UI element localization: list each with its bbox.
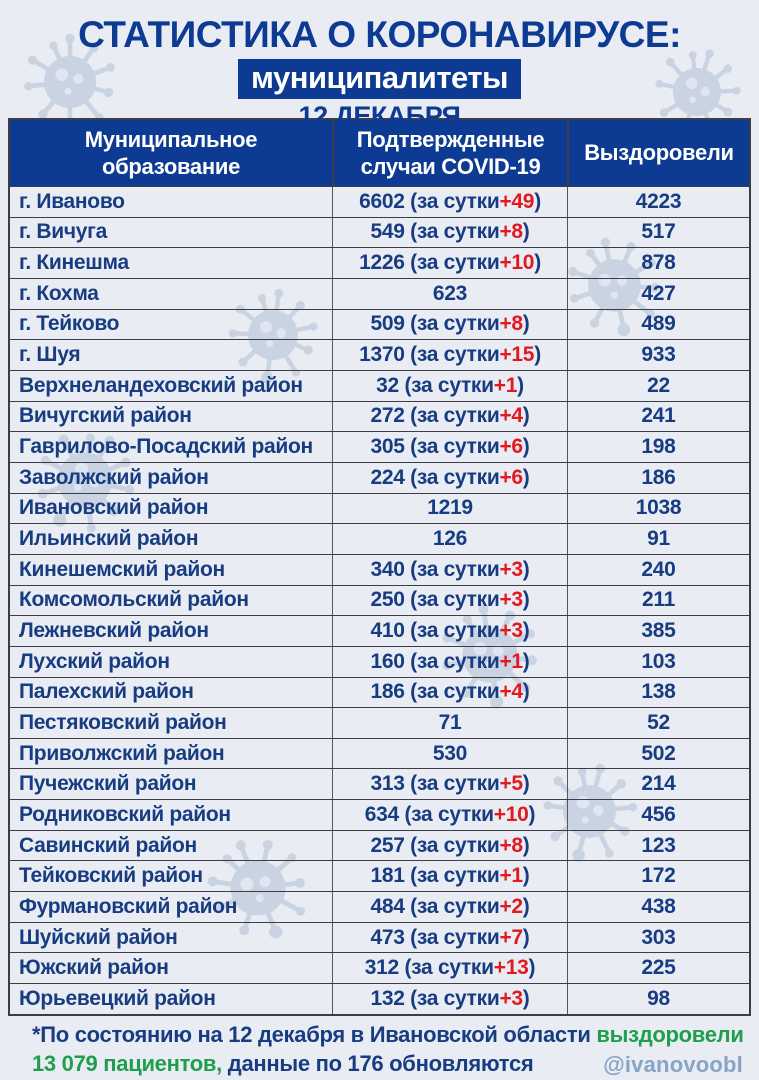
confirmed-cases-value: 1370 (за сутки +15 ) bbox=[332, 340, 567, 370]
social-handle: @ivanovoobl bbox=[603, 1052, 743, 1077]
table-row bbox=[10, 462, 749, 493]
confirmed-cases-value: 509 (за сутки +8 ) bbox=[332, 310, 567, 340]
confirmed-cases-value: 340 (за сутки +3 ) bbox=[332, 555, 567, 585]
daily-increase: +1 bbox=[499, 864, 523, 888]
daily-increase: +3 bbox=[499, 557, 523, 581]
confirmed-cases-value: 224 (за сутки +6 ) bbox=[332, 463, 567, 493]
municipality-name: Вичугский район bbox=[19, 404, 192, 428]
municipality-name: г. Тейково bbox=[19, 312, 120, 336]
daily-increase: +3 bbox=[499, 986, 523, 1010]
table-row bbox=[10, 370, 749, 401]
table-row bbox=[10, 707, 749, 738]
daily-increase: +8 bbox=[499, 220, 523, 244]
daily-increase: +4 bbox=[499, 680, 523, 704]
table-row bbox=[10, 799, 749, 830]
daily-increase: +1 bbox=[493, 373, 518, 397]
table-row bbox=[10, 493, 749, 524]
table-row bbox=[10, 431, 749, 462]
recovered-value: 211 bbox=[567, 586, 749, 616]
recovered-value: 198 bbox=[567, 432, 749, 462]
confirmed-cases-value: 126 bbox=[332, 524, 567, 554]
confirmed-cases-value: 160 (за сутки +1 ) bbox=[332, 647, 567, 677]
confirmed-cases-value: 313 (за сутки +5 ) bbox=[332, 769, 567, 799]
table-row bbox=[10, 247, 749, 278]
footer-text: *По состоянию на 12 декабря в Ивановской области bbox=[32, 1022, 597, 1047]
page-title: СТАТИСТИКА О КОРОНАВИРУСЕ: bbox=[78, 14, 681, 55]
daily-increase: +2 bbox=[499, 894, 523, 918]
table-row bbox=[10, 646, 749, 677]
column-header-recovered: Выздоровели bbox=[567, 120, 749, 186]
municipality-name: Ильинский район bbox=[19, 527, 199, 551]
daily-increase: +4 bbox=[499, 404, 523, 428]
daily-increase: +10 bbox=[493, 802, 529, 826]
table-row bbox=[10, 952, 749, 983]
daily-increase: +7 bbox=[499, 925, 523, 949]
recovered-value: 385 bbox=[567, 616, 749, 646]
recovered-value: 1038 bbox=[567, 494, 749, 524]
recovered-value: 878 bbox=[567, 248, 749, 278]
recovered-value: 502 bbox=[567, 739, 749, 769]
municipality-name: Лежневский район bbox=[19, 619, 209, 643]
confirmed-cases-value: 623 bbox=[332, 279, 567, 309]
daily-increase: +6 bbox=[499, 435, 523, 459]
table-row bbox=[10, 585, 749, 616]
municipality-name: г. Кохма bbox=[19, 281, 99, 305]
daily-increase: +8 bbox=[499, 312, 523, 336]
column-header-municipality: Муниципальное образование bbox=[84, 126, 258, 179]
daily-increase: +8 bbox=[499, 833, 523, 857]
recovered-value: 303 bbox=[567, 923, 749, 953]
daily-increase: +13 bbox=[493, 956, 529, 980]
footer-text: данные по 176 обновляются bbox=[221, 1051, 534, 1077]
daily-increase: +1 bbox=[499, 649, 523, 673]
recovered-value: 52 bbox=[567, 708, 749, 738]
daily-increase: +10 bbox=[499, 251, 535, 275]
confirmed-cases-value: 181 (за сутки +1 ) bbox=[332, 861, 567, 891]
confirmed-cases-value: 32 (за сутки +1 ) bbox=[332, 371, 567, 401]
municipality-name: Палехский район bbox=[19, 680, 194, 704]
confirmed-cases-value: 410 (за сутки +3 ) bbox=[332, 616, 567, 646]
footer-line-1 bbox=[32, 1020, 745, 1049]
statistics-table bbox=[8, 118, 751, 1016]
confirmed-cases-value: 473 (за сутки +7 ) bbox=[332, 923, 567, 953]
confirmed-cases-value: 530 bbox=[332, 739, 567, 769]
recovered-value: 123 bbox=[567, 831, 749, 861]
municipality-name: Юрьевецкий район bbox=[19, 986, 216, 1010]
recovered-value: 456 bbox=[567, 800, 749, 830]
municipality-name: Комсомольский район bbox=[19, 588, 249, 612]
confirmed-cases-value: 305 (за сутки +6 ) bbox=[332, 432, 567, 462]
daily-increase: +15 bbox=[499, 343, 535, 367]
confirmed-cases-value: 257 (за сутки +8 ) bbox=[332, 831, 567, 861]
municipality-name: г. Иваново bbox=[19, 189, 125, 213]
municipality-name: Фурмановский район bbox=[19, 894, 238, 918]
report-date: 12 ДЕКАБРЯ bbox=[298, 101, 461, 131]
confirmed-cases-value: 634 (за сутки +10 ) bbox=[332, 800, 567, 830]
confirmed-cases-value: 186 (за сутки +4 ) bbox=[332, 678, 567, 708]
municipality-name: Савинский район bbox=[19, 833, 197, 857]
recovered-value: 438 bbox=[567, 892, 749, 922]
recovered-value: 225 bbox=[567, 953, 749, 983]
municipality-name: Лухский район bbox=[19, 649, 170, 673]
table-row bbox=[10, 309, 749, 340]
recovered-value: 240 bbox=[567, 555, 749, 585]
municipality-name: Южский район bbox=[19, 956, 169, 980]
confirmed-cases-value: 484 (за сутки +2 ) bbox=[332, 892, 567, 922]
table-row bbox=[10, 401, 749, 432]
table-row bbox=[10, 615, 749, 646]
footer-recovered-count: 13 079 пациентов, bbox=[32, 1051, 222, 1077]
confirmed-cases-value: 250 (за сутки +3 ) bbox=[332, 586, 567, 616]
municipality-name: Шуйский район bbox=[19, 925, 178, 949]
municipality-name: Родниковский район bbox=[19, 802, 231, 826]
footer-note bbox=[0, 1016, 759, 1079]
daily-increase: +49 bbox=[499, 189, 535, 213]
table-row bbox=[10, 278, 749, 309]
table-row bbox=[10, 217, 749, 248]
confirmed-cases-value: 312 (за сутки +13 ) bbox=[332, 953, 567, 983]
table-row bbox=[10, 738, 749, 769]
table-row bbox=[10, 523, 749, 554]
recovered-value: 489 bbox=[567, 310, 749, 340]
municipality-name: Ивановский район bbox=[19, 496, 209, 520]
table-row bbox=[10, 768, 749, 799]
recovered-value: 22 bbox=[567, 371, 749, 401]
daily-increase: +3 bbox=[499, 588, 523, 612]
confirmed-cases-value: 71 bbox=[332, 708, 567, 738]
municipality-name: г. Вичуга bbox=[19, 220, 107, 244]
recovered-value: 4223 bbox=[567, 187, 749, 217]
municipality-name: Заволжский район bbox=[19, 465, 209, 489]
municipality-name: Кинешемский район bbox=[19, 557, 225, 581]
confirmed-cases-value: 1219 bbox=[332, 494, 567, 524]
recovered-value: 98 bbox=[567, 984, 749, 1014]
footer-recovered-highlight: выздоровели bbox=[596, 1022, 744, 1047]
table-row bbox=[10, 830, 749, 861]
recovered-value: 214 bbox=[567, 769, 749, 799]
table-row bbox=[10, 677, 749, 708]
confirmed-cases-value: 1226 (за сутки +10 ) bbox=[332, 248, 567, 278]
recovered-value: 103 bbox=[567, 647, 749, 677]
municipality-name: Пестяковский район bbox=[19, 710, 227, 734]
table-row bbox=[10, 922, 749, 953]
daily-increase: +3 bbox=[499, 619, 523, 643]
table-row bbox=[10, 983, 749, 1014]
header-block bbox=[0, 0, 759, 132]
recovered-value: 172 bbox=[567, 861, 749, 891]
municipality-name: Тейковский район bbox=[19, 864, 203, 888]
page-subtitle: муниципалитеты bbox=[238, 59, 521, 99]
recovered-value: 91 bbox=[567, 524, 749, 554]
table-row bbox=[10, 860, 749, 891]
municipality-name: Пучежский район bbox=[19, 772, 197, 796]
municipality-name: Верхнеландеховский район bbox=[19, 373, 303, 397]
recovered-value: 517 bbox=[567, 218, 749, 248]
confirmed-cases-value: 6602 (за сутки +49 ) bbox=[332, 187, 567, 217]
municipality-name: г. Кинешма bbox=[19, 251, 129, 275]
municipality-name: Гаврилово-Посадский район bbox=[19, 435, 313, 459]
municipality-name: Приволжский район bbox=[19, 741, 225, 765]
table-body bbox=[10, 186, 749, 1014]
column-header-confirmed: Подтвержденные случаи COVID-19 bbox=[332, 120, 567, 186]
table-row bbox=[10, 339, 749, 370]
daily-increase: +5 bbox=[499, 772, 523, 796]
recovered-value: 241 bbox=[567, 402, 749, 432]
confirmed-cases-value: 272 (за сутки +4 ) bbox=[332, 402, 567, 432]
recovered-value: 186 bbox=[567, 463, 749, 493]
recovered-value: 933 bbox=[567, 340, 749, 370]
recovered-value: 427 bbox=[567, 279, 749, 309]
municipality-name: г. Шуя bbox=[19, 343, 81, 367]
table-row bbox=[10, 186, 749, 217]
confirmed-cases-value: 549 (за сутки +8 ) bbox=[332, 218, 567, 248]
daily-increase: +6 bbox=[499, 465, 523, 489]
table-row bbox=[10, 891, 749, 922]
table-row bbox=[10, 554, 749, 585]
recovered-value: 138 bbox=[567, 678, 749, 708]
confirmed-cases-value: 132 (за сутки +3 ) bbox=[332, 984, 567, 1014]
